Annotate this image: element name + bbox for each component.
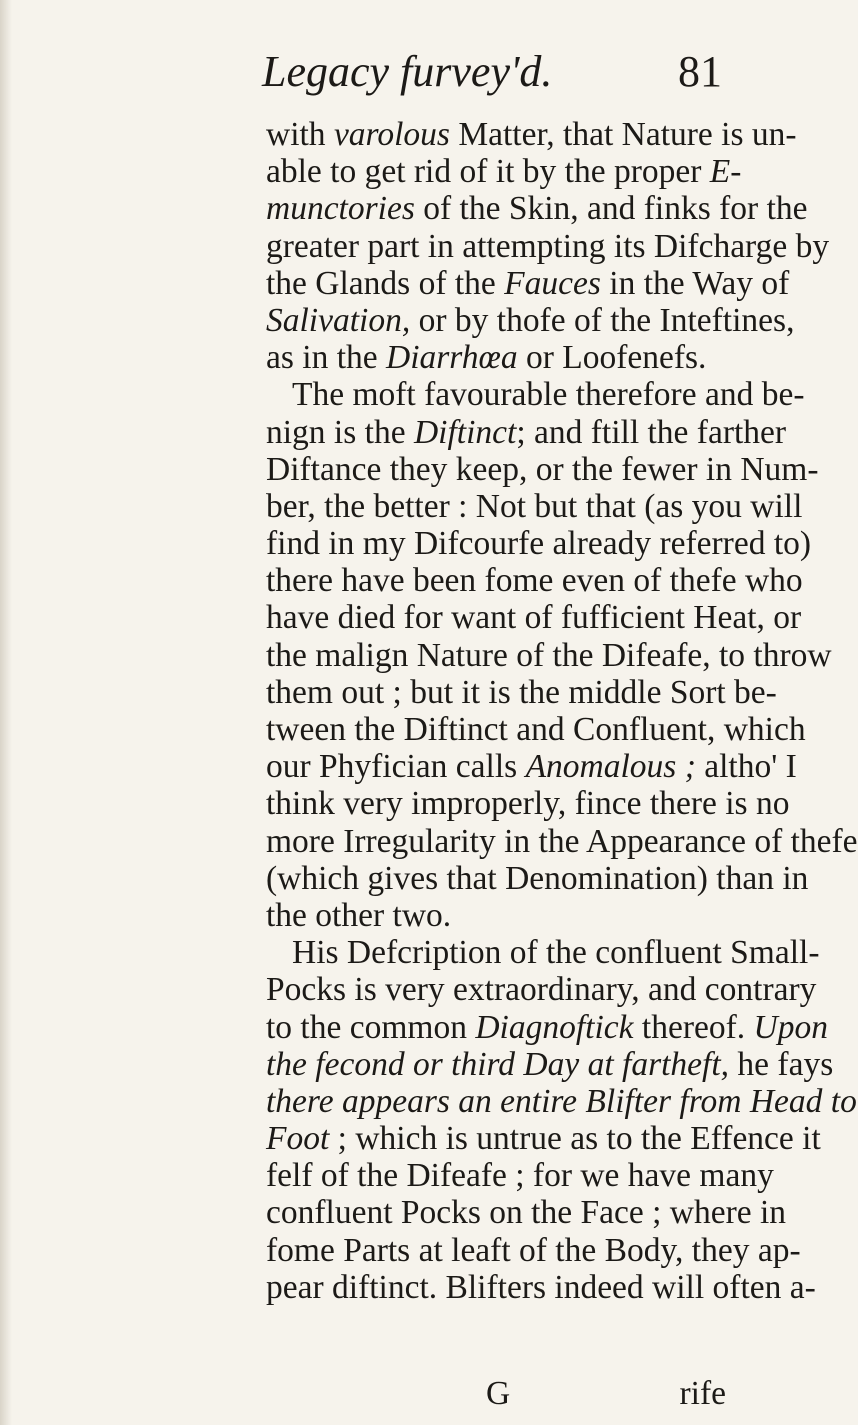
text-span: altho' I xyxy=(695,748,797,786)
text-span: the other two. xyxy=(266,896,452,934)
text-span: to the common xyxy=(266,1008,476,1046)
text-line xyxy=(266,264,790,302)
text-line xyxy=(266,1157,774,1195)
text-line xyxy=(266,301,795,339)
text-span: the Glands of the xyxy=(266,264,505,302)
text-line xyxy=(266,1045,834,1083)
text-line xyxy=(266,450,819,488)
text-line xyxy=(266,897,726,934)
italic-span: Fauces xyxy=(504,264,601,302)
text-line xyxy=(266,859,809,897)
text-line xyxy=(266,562,803,600)
text-line xyxy=(266,190,808,228)
page-footer xyxy=(266,1375,726,1413)
text-line xyxy=(266,153,742,191)
text-span: Matter, that Nature is un- xyxy=(449,116,797,153)
italic-span: Anomalous ; xyxy=(525,748,696,786)
text-span: or Loofenefs. xyxy=(517,339,707,377)
text-line xyxy=(266,339,726,376)
text-line xyxy=(266,711,806,748)
text-line xyxy=(266,748,797,786)
running-header xyxy=(262,42,722,102)
text-line xyxy=(266,116,797,153)
text-line xyxy=(266,1120,821,1158)
text-span: Pocks is very extraordinary, and contrary xyxy=(266,971,817,1009)
text-line xyxy=(266,376,805,414)
italic-span: Diftinct xyxy=(413,413,517,451)
text-span: able to get rid of it by the proper xyxy=(266,153,710,191)
italic-span: Diagnoftick xyxy=(475,1008,634,1046)
catchword: rife xyxy=(679,1375,726,1412)
text-span: Diftance they keep, or the fewer in Num- xyxy=(266,450,819,488)
page-number: 81 xyxy=(678,47,722,96)
text-line xyxy=(266,636,832,674)
text-span: (which gives that Denomination) than in xyxy=(266,859,809,897)
page-gutter-shadow xyxy=(0,0,12,1425)
running-title: Legacy furvey'd. xyxy=(262,47,553,96)
text-line xyxy=(266,673,777,711)
italic-span: munctories xyxy=(266,190,415,228)
italic-span: Foot xyxy=(266,1120,330,1158)
text-line xyxy=(266,1008,828,1046)
text-span: more Irregularity in the Appearance of thefe xyxy=(266,822,858,860)
text-line xyxy=(266,487,803,525)
text-span: have died for want of fufficient Heat, or xyxy=(266,599,802,637)
italic-span: Salivation, xyxy=(266,301,411,339)
text-span: thereof. xyxy=(633,1008,754,1046)
text-span: the malign Nature of the Difeafe, to throw xyxy=(266,636,832,674)
text-line xyxy=(266,1194,787,1232)
text-line xyxy=(266,599,802,637)
text-line xyxy=(266,1231,801,1269)
text-line xyxy=(266,971,817,1009)
text-line xyxy=(266,525,812,563)
text-span: confluent Pocks on the Face ; where in xyxy=(266,1194,787,1232)
italic-span: there appears an entire Blifter from Head to xyxy=(266,1082,857,1120)
text-span: The moft favourable therefore and be- xyxy=(292,376,805,414)
text-span: felf of the Difeafe ; for we have many xyxy=(266,1157,774,1195)
text-span: nign is the xyxy=(266,413,414,451)
text-span: think very improperly, fince there is no xyxy=(266,785,790,823)
text-span: there have been fome even of thefe who xyxy=(266,562,803,600)
italic-span: Upon xyxy=(753,1008,828,1046)
body-text xyxy=(266,116,858,1306)
text-span: with xyxy=(266,116,334,153)
text-line xyxy=(266,822,858,860)
italic-span: the fecond or third Day at fartheft, xyxy=(266,1045,730,1083)
text-span: as in the xyxy=(266,339,387,377)
text-span: he fays xyxy=(729,1045,834,1083)
text-span: ber, the better : Not but that (as you will xyxy=(266,487,803,525)
text-span: ; which is untrue as to the Effence it xyxy=(329,1120,821,1158)
text-line xyxy=(266,1268,816,1306)
text-span: ; and ftill the farther xyxy=(516,413,787,451)
text-span: greater part in attempting its Difcharge by xyxy=(266,227,830,265)
text-line xyxy=(266,227,830,265)
text-line xyxy=(266,1082,857,1120)
italic-span: varolous xyxy=(333,116,450,153)
text-span: in the Way of xyxy=(600,264,790,302)
signature-mark: G xyxy=(486,1375,511,1412)
text-span: His Defcription of the confluent Small- xyxy=(292,934,820,972)
text-span: of the Skin, and finks for the xyxy=(414,190,808,228)
text-span: fome Parts at leaft of the Body, they ap- xyxy=(266,1231,801,1269)
text-span: them out ; but it is the middle Sort be- xyxy=(266,673,777,711)
text-span: our Phyfician calls xyxy=(266,748,526,786)
text-span: tween the Diftinct and Confluent, which xyxy=(266,711,806,748)
text-span: find in my Difcourfe already referred to) xyxy=(266,525,812,563)
italic-span: E- xyxy=(709,153,742,191)
italic-span: Diarrhœa xyxy=(386,339,518,377)
text-span: pear diftinct. Blifters indeed will often a- xyxy=(266,1268,816,1306)
text-line xyxy=(266,785,790,823)
text-line xyxy=(266,413,787,451)
text-span: or by thofe of the Inteftines, xyxy=(410,301,795,339)
text-line xyxy=(266,934,820,972)
